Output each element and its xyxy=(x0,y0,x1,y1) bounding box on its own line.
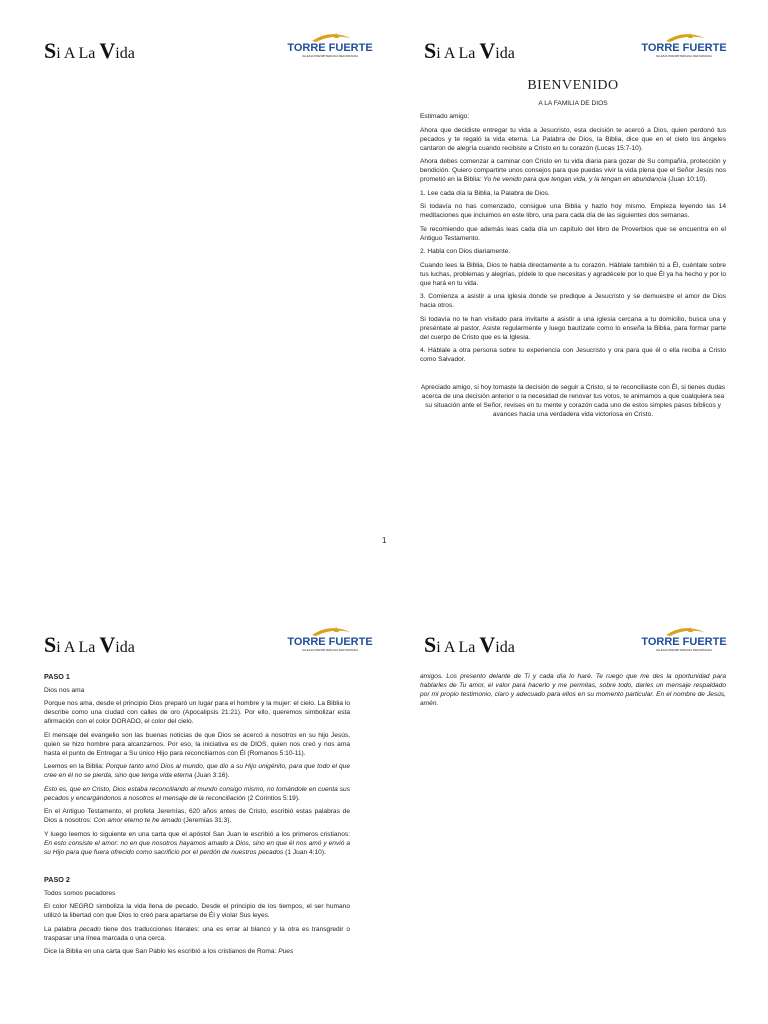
svg-text:IGLESIA PRESBITERIANA REFORMAD: IGLESIA PRESBITERIANA REFORMADA xyxy=(655,54,713,58)
paragraph: En el Antiguo Testamento, el profeta Jeremías, 620 años antes de Cristo, escribió estas palabras de Dios a nosotros: Con amor eterno te he amado (Jeremías 31:3). xyxy=(44,808,350,824)
paragraph: Ahora debes comenzar a caminar con Cristo en tu vida diaria para gozar de Su compañía, protección y bendición. Quiero compartirte unos consejos para que puedas vivir la vida plena que el Señor Jesús nos prometió en la Biblia: Yo he venido para que tengan vida, y la tengan en abundancia (Juan 10:10). xyxy=(420,158,726,183)
paso1-heading: PASO 1 xyxy=(44,672,70,681)
brand-letter-s: S xyxy=(44,38,57,63)
paragraph: El color NEGRO simboliza la vida llena de pecado. Desde el principio de los tiempos, el ser humano utilizó la libertad con que Dios lo creó para apartarse de Él y violar Sus leyes. xyxy=(44,903,350,919)
svg-text:TORRE FUERTE: TORRE FUERTE xyxy=(641,42,727,54)
svg-text:IGLESIA PRESBITERIANA REFORMAD: IGLESIA PRESBITERIANA REFORMADA xyxy=(301,648,359,652)
paso2-subhead: Todos somos pecadores xyxy=(44,889,116,897)
paso2-heading: PASO 2 xyxy=(44,875,70,884)
paso1-subhead: Dios nos ama xyxy=(44,686,85,694)
svg-text:TORRE FUERTE: TORRE FUERTE xyxy=(641,636,727,648)
paragraph: Y luego leemos lo siguiente en una carta que el apóstol San Juan le escribió a los primeros cristianos: En esto consiste el amor: no en que nosotros hayamos amado a Dios, sino en que él nos amó y envió a su Hijo para que fuera ofrecido como sacrificio por el perdón de nuestros pecados (1 Juan 4:10). xyxy=(44,830,350,856)
paragraph: Porque nos ama, desde el principio Dios preparó un lugar para el hombre y la mujer: el cielo. La Biblia lo describe como una ciudad con calles de oro (Apocalipsis 21:21). Por ello, queremos simbolizar esta afirmación con el color DORADO, el color del cielo. xyxy=(44,700,350,725)
logo-text: TORRE FUERTE xyxy=(287,42,373,54)
brand-title: Si A La Vida xyxy=(424,632,515,657)
brand-title xyxy=(44,38,135,64)
pasos-content xyxy=(44,672,350,961)
page-welcome xyxy=(384,0,768,512)
paragraph: Si todavía no te han visitado para invitarte a asistir a una iglesia cercana a tu domicilio, busca una y preséntate al pastor. Asiste regularmente y luego bautízate como lo enseña la Biblia, para formar parte del cuerpo de Cristo que es la Iglesia. xyxy=(420,315,726,341)
torre-fuerte-logo xyxy=(287,32,373,60)
logo-subtext: IGLESIA PRESBITERIANA REFORMADA xyxy=(301,54,359,58)
brand-title: Si A La Vida xyxy=(44,632,135,657)
torre-fuerte-logo xyxy=(641,32,727,60)
brand-text: i A La xyxy=(56,45,100,62)
prayer-paragraph: amigos. Los presento delante de Ti y cada día lo haré. Te ruego que me des la oportunidad para hablarles de Tu amor, el valor para hacerlo y me permitas, sobre todo, darles un mensaje respaldado por mi propio testimonio, claro y adecuado para ellos en su momento particular. En el nombre de Jesús, amén. xyxy=(420,673,726,707)
paragraph: Te recomiendo que además leas cada día un capítulo del libro de Proverbios que se encuentra en el Antiguo Testamento. xyxy=(420,225,726,242)
welcome-title: BIENVENIDO xyxy=(527,78,619,93)
page-prayer xyxy=(384,512,768,1024)
page-number: 1 xyxy=(382,536,387,545)
tip-heading: 1. Lee cada día la Biblia, la Palabra de Dios. xyxy=(420,189,550,197)
tip-heading: 3. Comienza a asistir a una iglesia donde se predique a Jesucristo y se demuestre el amor de Dios hacia otros. xyxy=(420,293,726,309)
salutation: Estimado amigo: xyxy=(420,113,470,120)
paragraph: Ahora que decidiste entregar tu vida a Jesucristo, esta decisión te acercó a Dios, quien perdonó tus pecados y te regaló la vida eterna. La Palabra de Dios, la Biblia, dice que en el cielo los ángeles cantaron de alegría cuando recibiste a Cristo en tu corazón (Lucas 15:7-10). xyxy=(420,126,726,152)
paragraph: Dice la Biblia en una carta que San Pablo les escribió a los cristianos de Roma: Pues xyxy=(44,948,294,955)
paragraph: Cuando lees la Biblia, Dios te habla directamente a tu corazón. Háblale también tú a Él, cuéntale sobre tus luchas, problemas y alegrías, pídele lo que necesitas y agradécele por lo que Él ya ha hecho y por lo que hará en tu vida. xyxy=(420,261,726,287)
tip-heading: 2. Habla con Dios diariamente. xyxy=(420,248,511,255)
page-pasos xyxy=(0,512,387,1024)
svg-text:IGLESIA PRESBITERIANA REFORMAD: IGLESIA PRESBITERIANA REFORMADA xyxy=(655,648,713,652)
brand-text-end: ida xyxy=(115,45,135,62)
paragraph: La palabra pecado tiene dos traducciones literales: una es errar al blanco y la otra es transgredir o traspasar una línea marcada o una cerca. xyxy=(44,925,350,942)
paragraph: Esto es, que en Cristo, Dios estaba reconciliando al mundo consigo mismo, no tomándole en cuenta sus pecados y encargándonos a nosotros el mensaje de la reconciliación (2 Corintios 5:19). xyxy=(44,785,350,802)
closing-paragraph: Apreciado amigo, si hoy tomaste la decisión de seguir a Cristo, si te reconciliaste con Él, si tienes dudas acerca de una decisión anterior o la necesidad de renovar tus votos, te animamos a que cualquiera sea su situación ante el Señor, revises en tu mente y corazón cada uno de estos simples pasos bíblicos y avances hacia una verdadera vida victoriosa en Cristo. xyxy=(420,383,726,418)
torre-fuerte-logo xyxy=(641,626,727,654)
welcome-subtitle: A LA FAMILIA DE DIOS xyxy=(538,99,608,107)
prayer-content xyxy=(420,672,726,713)
paragraph: Leemos en la Biblia: Porque tanto amó Dios al mundo, que dio a su Hijo unigénito, para que todo el que cree en él no se pierda, sino que tenga vida eterna (Juan 3:16). xyxy=(44,763,350,779)
torre-fuerte-logo xyxy=(287,626,373,654)
brand-letter-v: V xyxy=(99,38,116,63)
tip-heading: 4. Háblale a otra persona sobre tu experiencia con Jesucristo y ora para que él o ella reciba a Cristo como Salvador. xyxy=(420,347,726,363)
page-blank xyxy=(0,0,384,512)
welcome-content xyxy=(420,78,726,423)
brand-title: Si A La Vida xyxy=(424,38,515,63)
paragraph: El mensaje del evangelio son las buenas noticias de que Dios se acercó a nosotros en su hijo Jesús, quien se hizo hombre para alcanzarnos. Por eso, la iniciativa es de DIOS, quien nos creó y nos ama hasta el punto de Entregar a Su único Hijo para reconciliarnos con Él (Romanos 5:10-11). xyxy=(44,731,350,757)
paragraph: Si todavía no has comenzado, consigue una Biblia y hazlo hoy mismo. Empieza leyendo las 14 meditaciones que incluimos en este libro, una para cada día de las siguientes dos semanas. xyxy=(420,203,726,219)
svg-text:TORRE FUERTE: TORRE FUERTE xyxy=(287,636,373,648)
